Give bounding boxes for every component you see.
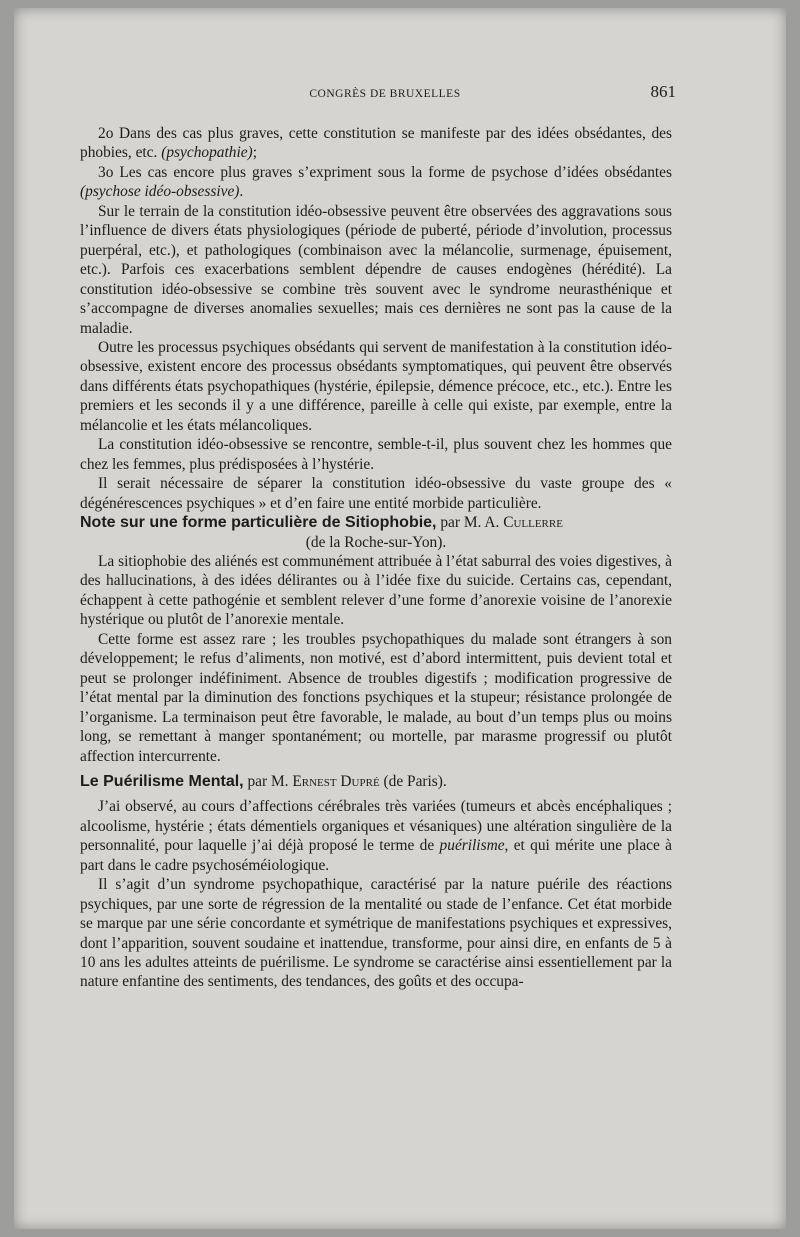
paragraph: La constitution idéo-obsessive se rencontre, semble-t-il, plus souvent chez les hommes que chez les femmes, plus prédisposées à l’hystérie. <box>80 436 672 473</box>
paragraph: Il serait nécessaire de séparer la constitution idéo-obsessive du vaste groupe des « dégénérescences psychiques » et d’en faire une entité morbide particulière. <box>80 475 672 512</box>
list-number: 3o <box>98 163 114 181</box>
page-header <box>0 82 800 106</box>
paragraph: La sitiophobie des aliénés est communément attribuée à l’état saburral des voies digestives, à des hallucinations, à des idées délirantes ou à l’idée fixe du suicide. Certains cas, cependant, échappent à cette pathogénie et semblent relever d’une forme d’anorexie voisine de l’anorexie hystérique ou plutôt de l’anorexie mentale. <box>80 552 672 629</box>
paragraph: 2o Dans des cas plus graves, cette constitution se manifeste par des idées obsédantes, des phobies, etc. (psychopathie); <box>80 125 672 162</box>
article-heading: Note sur une forme particulière de Sitiophobie, par M. A. Cullerre <box>80 514 563 532</box>
paragraph: 3o Les cas encore plus graves s’expriment sous la forme de psychose d’idées obsédantes (psychose idéo-obsessive). <box>80 163 672 201</box>
page-body <box>80 124 672 992</box>
list-number: 2o <box>98 125 114 142</box>
paragraph: Sur le terrain de la constitution idéo-obsessive peuvent être observées des aggravations sous l’influence de divers états physiologiques (période de puberté, période d’involution, processus puerpéral, etc.), et pathologiques (combinaison avec la mélancolie, surmenage, épuisement, etc.). Parfois ces exacerbations semblent dépendre de causes endogènes (hérédité). La constitution idéo-obsessive se combine très souvent avec le syndrome neurasthénique et s’accompagne de diverses anomalies sexuelles; mais ces dernières ne sont pas la cause de la maladie. <box>80 202 672 337</box>
italic-term: (psychopathie) <box>161 144 253 162</box>
paragraph: Outre les processus psychiques obsédants qui servent de manifestation à la constitution idéo-obsessive, existent encore des processus obsédants symptomatiques, qui peuvent être observés dans différents états psychopathiques (hystérie, épilepsie, démence précoce, etc., etc.). Entre les premiers et les seconds il y a une différence, pareille à celle qui existe, par exemple, entre la mélancolie et les états mélancoliques. <box>80 338 672 434</box>
running-head: CONGRÈS DE BRUXELLES <box>309 88 461 100</box>
paragraph: J’ai observé, au cours d’affections cérébrales très variées (tumeurs et abcès encéphaliques ; alcoolisme, hystérie ; états démentiels organiques et vésaniques) une altération singulière de la personnalité, pour laquelle j’ai déjà proposé le terme de puérilisme, et qui mérite une place à part dans le cadre psychoséméiologique. <box>80 798 672 874</box>
italic-term: puérilisme <box>439 837 505 855</box>
author-name: Ernest Dupré <box>292 772 380 790</box>
article-title: Note sur une forme particulière de Sitiophobie, <box>80 514 437 532</box>
article-heading: Le Puérilisme Mental, par M. Ernest Dupré (de Paris). <box>80 772 447 790</box>
author-place: (de Paris). <box>379 772 447 790</box>
paragraph: Il s’agit d’un syndrome psychopathique, caractérisé par la nature puérile des réactions psychiques, par une sorte de régression de la mentalité ou stade de l’enfance. Cet état morbide se marque par une série concordante et symétrique de manifestations psychiques et expressives, dont l’apparition, souvent soudaine et inattendue, transforme, pour ainsi dire, en enfants de 5 à 10 ans les adultes atteints de puérilisme. Le syndrome se caractérise ainsi essentiellement par la nature enfantine des sentiments, des tendances, des goûts et des occupa- <box>80 876 672 991</box>
article-title: Le Puérilisme Mental, <box>80 772 244 790</box>
paragraph: Cette forme est assez rare ; les troubles psychopathiques du malade sont étrangers à son développement; le refus d’aliments, non motivé, est d’abord intermittent, puis devient total et peut se prolonger indéfiniment. Absence de troubles digestifs ; modification progressive de l’état mental par la diminution des fonctions psychiques et la stupeur; résistance prolongée de l’organisme. La terminaison peut être favorable, le malade, au bout d’un temps plus ou moins long, se remettant à manger spontanément; ou mortelle, par marasme progressif ou plutôt affection intercurrente. <box>80 630 672 765</box>
author-place: (de la Roche-sur-Yon). <box>305 533 447 551</box>
italic-term: (psychose idéo-obsessive) <box>80 183 240 201</box>
page-number: 861 <box>650 82 676 101</box>
author-name: Cullerre <box>503 514 563 532</box>
